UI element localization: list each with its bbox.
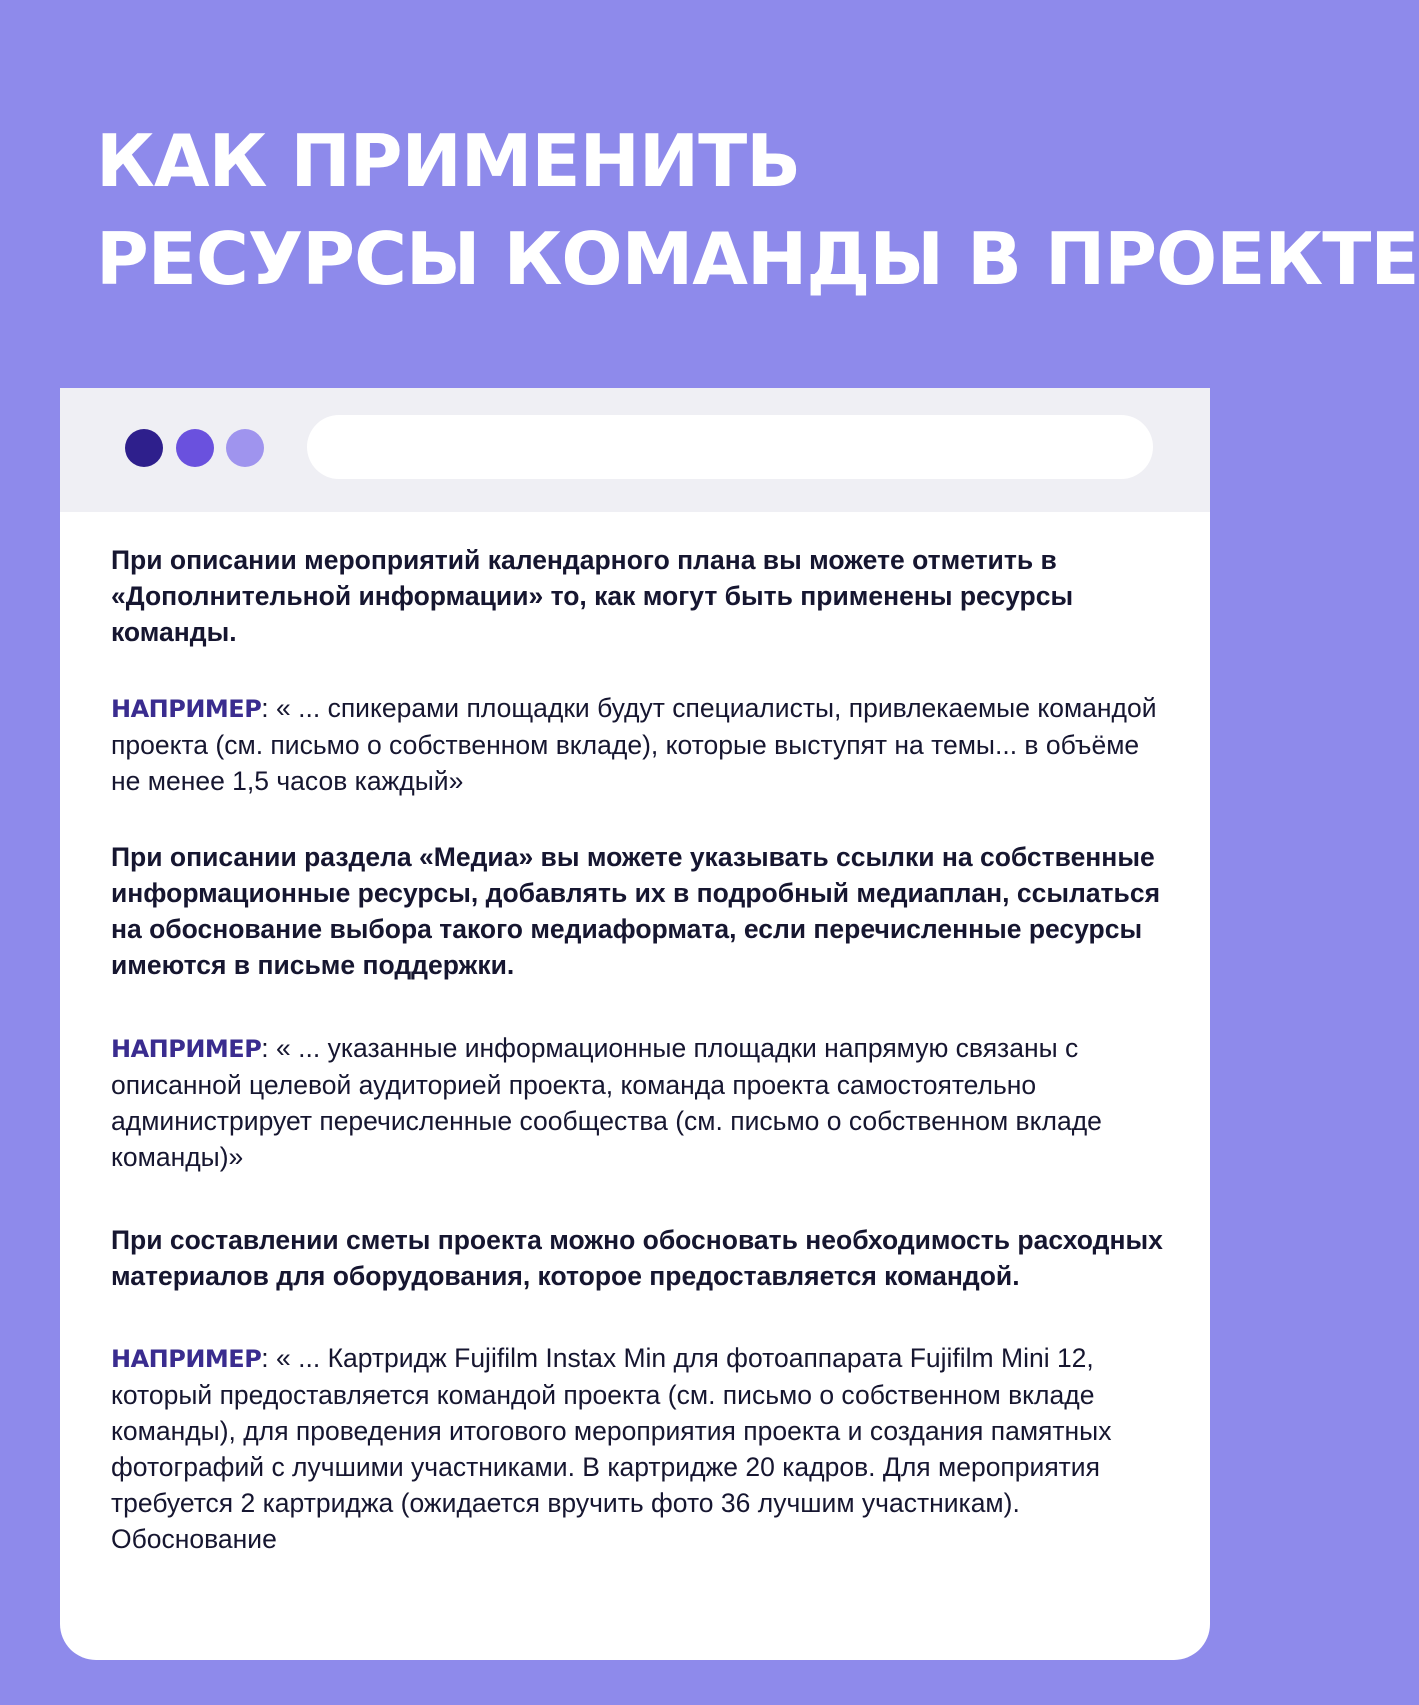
example-text: : « ... спикерами площадки будут специалисты, привлекаемые командой проекта (см. письмо о собственном вкладе), которые выступят на темы... в объёме не менее 1,5 часов каждый»	[111, 693, 1157, 796]
statement-budget: При составлении сметы проекта можно обосновать необходимость расходных материалов для оборудования, которое предоставляется командой.	[111, 1225, 1163, 1291]
window-dot-icon	[176, 429, 214, 467]
address-bar	[307, 415, 1153, 479]
page-title	[96, 112, 1419, 308]
example-label: НАПРИМЕР	[111, 1035, 262, 1063]
window-dot-icon	[226, 429, 264, 467]
example-text: : « ... указанные информационные площадки напрямую связаны с описанной целевой аудиторией проекта, команда проекта самостоятельно администрирует перечисленные сообщества (см. письмо о собственном вкладе команды)»	[111, 1033, 1102, 1172]
browser-window-bar	[60, 388, 1210, 512]
page-title-line-2: РЕСУРСЫ КОМАНДЫ В ПРОЕКТЕ	[96, 217, 1419, 301]
example-label: НАПРИМЕР	[111, 1345, 262, 1373]
example-budget	[111, 1340, 1171, 1557]
page-title-line-1: КАК ПРИМЕНИТЬ	[96, 119, 801, 203]
example-media	[111, 1030, 1171, 1175]
content-area	[111, 542, 1171, 1557]
example-text: : « ... Картридж Fujifilm Instax Min для фотоаппарата Fujifilm Mini 12, который предоставляется командой проекта (см. письмо о собственном вкладе команды), для проведения итогового мероприятия проекта и создания памятных фотографий с лучшими участниками. В картридже 20 кадров. Для мероприятия требуется 2 картриджа (ожидается вручить фото 36 лучшим участникам). Обоснование	[111, 1343, 1112, 1554]
statement-calendar-plan: При описании мероприятий календарного плана вы можете отметить в «Дополнительной информации» то, как могут быть применены ресурсы команды.	[111, 545, 1074, 647]
window-dot-icon	[125, 429, 163, 467]
statement-media: При описании раздела «Медиа» вы можете указывать ссылки на собственные информационные ресурсы, добавлять их в подробный медиаплан, ссылаться на обоснование выбора такого медиаформата, если перечисленные ресурсы имеются в письме поддержки.	[111, 842, 1161, 980]
example-calendar-plan	[111, 690, 1171, 799]
example-label: НАПРИМЕР	[111, 695, 262, 723]
browser-window-card	[60, 388, 1210, 1660]
